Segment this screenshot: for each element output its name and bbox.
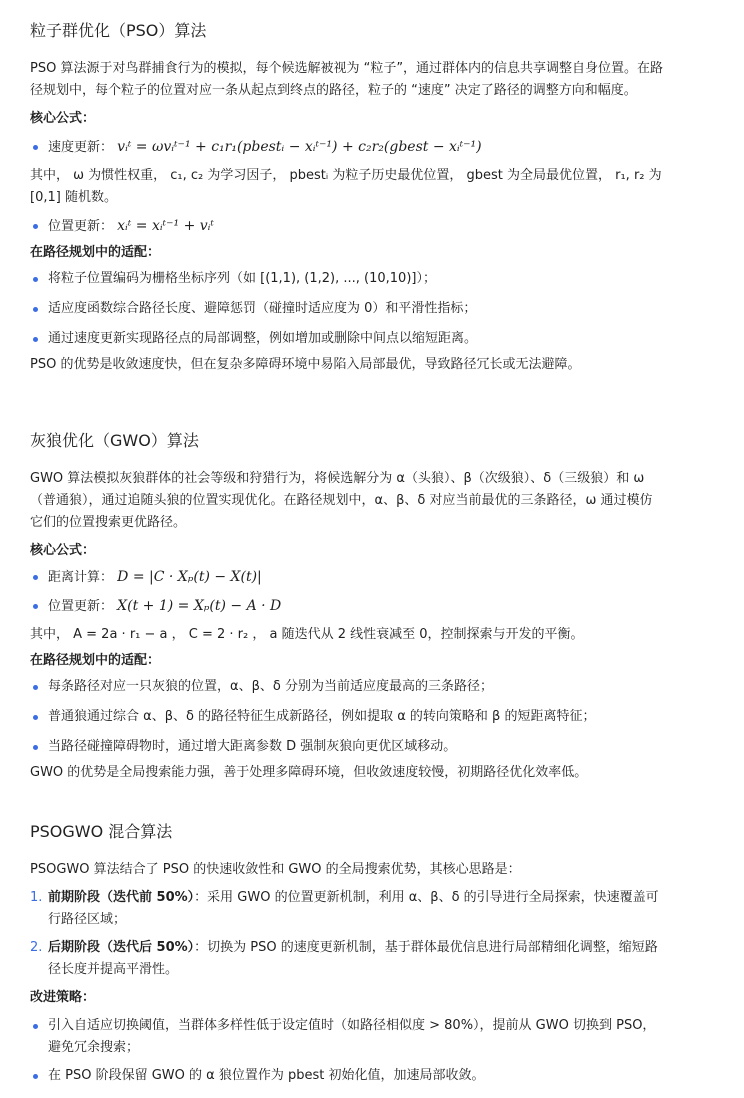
psogwo-section <box>30 859 664 1087</box>
pso-section <box>30 58 664 376</box>
gwo-params: 其中， A = 2a · r₁ − a ， C = 2 · r₂ ， a 随迭代从 2 线性衰减至 0，控制探索与开发的平衡。 <box>30 627 584 642</box>
stage-number: 2. <box>30 940 43 955</box>
list-item: 普通狼通过综合 α、β、δ 的路径特征生成新路径，例如提取 α 的转向策略和 β 的短距离特征； <box>30 706 664 728</box>
pso-intro: PSO 算法源于对鸟群捕食行为的模拟，每个候选解被视为 “粒子”，通过群体内的信息共享调整自身位置。在路径规划中，每个粒子的位置对应一条从起点到终点的路径，粒子的 “速度” 决定了路径的调整方向和幅度。 <box>30 61 664 98</box>
gwo-position-item <box>30 595 664 618</box>
stage-item <box>30 887 664 931</box>
psogwo-stage-list <box>30 887 664 981</box>
gwo-intro: GWO 算法模拟灰狼群体的社会等级和狩猎行为，将候选解分为 α（头狼）、β（次级狼）、δ（三级狼）和 ω（普通狼），通过追随头狼的位置实现优化。在路径规划中，α、β、δ 对应当前最优的三条路径，ω 通过模仿它们的位置搜索更优路径。 <box>30 471 653 530</box>
gwo-formula-list <box>30 566 664 618</box>
pso-velocity-item <box>30 136 664 159</box>
gwo-section <box>30 468 664 784</box>
stage-label: 前期阶段（迭代前 50%） <box>48 890 195 905</box>
velocity-label: 速度更新： <box>48 140 114 155</box>
stage-text: ：采用 GWO 的位置更新机制，利用 α、β、δ 的引导进行全局探索，快速覆盖可行路径区域； <box>48 890 659 927</box>
pso-title: 粒子群优化（PSO）算法 <box>30 21 207 40</box>
velocity-formula: vᵢᵗ = ωvᵢᵗ⁻¹ + c₁r₁(pbestᵢ − xᵢᵗ⁻¹) + c₂r₂(gbest − xᵢᵗ⁻¹) <box>117 139 482 155</box>
position-label: 位置更新： <box>48 219 114 234</box>
pso-adapt-list <box>30 268 664 350</box>
psogwo-intro: PSOGWO 算法结合了 PSO 的快速收敛性和 GWO 的全局搜索优势，其核心思路是： <box>30 862 521 877</box>
pso-formula-heading: 核心公式： <box>30 111 96 126</box>
distance-formula: D = |C · Xₚ(t) − X(t)| <box>117 569 262 585</box>
list-item: 将粒子位置编码为栅格坐标序列（如 [(1,1), (1,2), ..., (10,10)]）； <box>30 268 664 290</box>
list-item: 引入自适应切换阈值，当群体多样性低于设定值时（如路径相似度 > 80%），提前从 GWO 切换到 PSO，避免冗余搜索； <box>30 1015 664 1059</box>
gwo-title: 灰狼优化（GWO）算法 <box>30 431 199 450</box>
gwo-adapt-heading: 在路径规划中的适配： <box>30 653 161 668</box>
stage-item <box>30 937 664 981</box>
stage-label: 后期阶段（迭代后 50%） <box>48 940 195 955</box>
psogwo-title: PSOGWO 混合算法 <box>30 822 173 841</box>
pso-adapt-heading: 在路径规划中的适配： <box>30 245 161 260</box>
improve-heading: 改进策略： <box>30 990 96 1005</box>
gwo-position-formula: X(t + 1) = Xₚ(t) − A · D <box>117 598 282 614</box>
stage-text: ：切换为 PSO 的速度更新机制，基于群体最优信息进行局部精细化调整，缩短路径长度并提高平滑性。 <box>48 940 658 977</box>
distance-label: 距离计算： <box>48 570 114 585</box>
gwo-summary: GWO 的优势是全局搜索能力强，善于处理多障碍环境，但收敛速度较慢，初期路径优化效率低。 <box>30 765 588 780</box>
gwo-position-label: 位置更新： <box>48 599 114 614</box>
gwo-formula-heading: 核心公式： <box>30 543 96 558</box>
pso-position-item <box>30 215 664 238</box>
stage-number: 1. <box>30 890 43 905</box>
list-item: 当路径碰撞障碍物时，通过增大距离参数 D 强制灰狼向更优区域移动。 <box>30 736 664 758</box>
improve-list <box>30 1015 664 1087</box>
list-item: 通过速度更新实现路径点的局部调整，例如增加或删除中间点以缩短距离。 <box>30 328 664 350</box>
list-item: 适应度函数综合路径长度、避障惩罚（碰撞时适应度为 0）和平滑性指标； <box>30 298 664 320</box>
pso-position-list <box>30 215 664 238</box>
gwo-adapt-list <box>30 676 664 758</box>
pso-formula-list <box>30 136 664 159</box>
position-formula: xᵢᵗ = xᵢᵗ⁻¹ + vᵢᵗ <box>117 218 214 234</box>
list-item: 每条路径对应一只灰狼的位置，α、β、δ 分别为当前适应度最高的三条路径； <box>30 676 664 698</box>
pso-params: 其中， ω 为惯性权重， c₁, c₂ 为学习因子， pbestᵢ 为粒子历史最优位置， gbest 为全局最优位置， r₁, r₂ 为 [0,1] 随机数。 <box>30 168 662 205</box>
gwo-distance-item <box>30 566 664 589</box>
list-item: 在 PSO 阶段保留 GWO 的 α 狼位置作为 pbest 初始化值，加速局部收敛。 <box>30 1065 664 1087</box>
pso-summary: PSO 的优势是收敛速度快，但在复杂多障碍环境中易陷入局部最优，导致路径冗长或无法避障。 <box>30 357 581 372</box>
